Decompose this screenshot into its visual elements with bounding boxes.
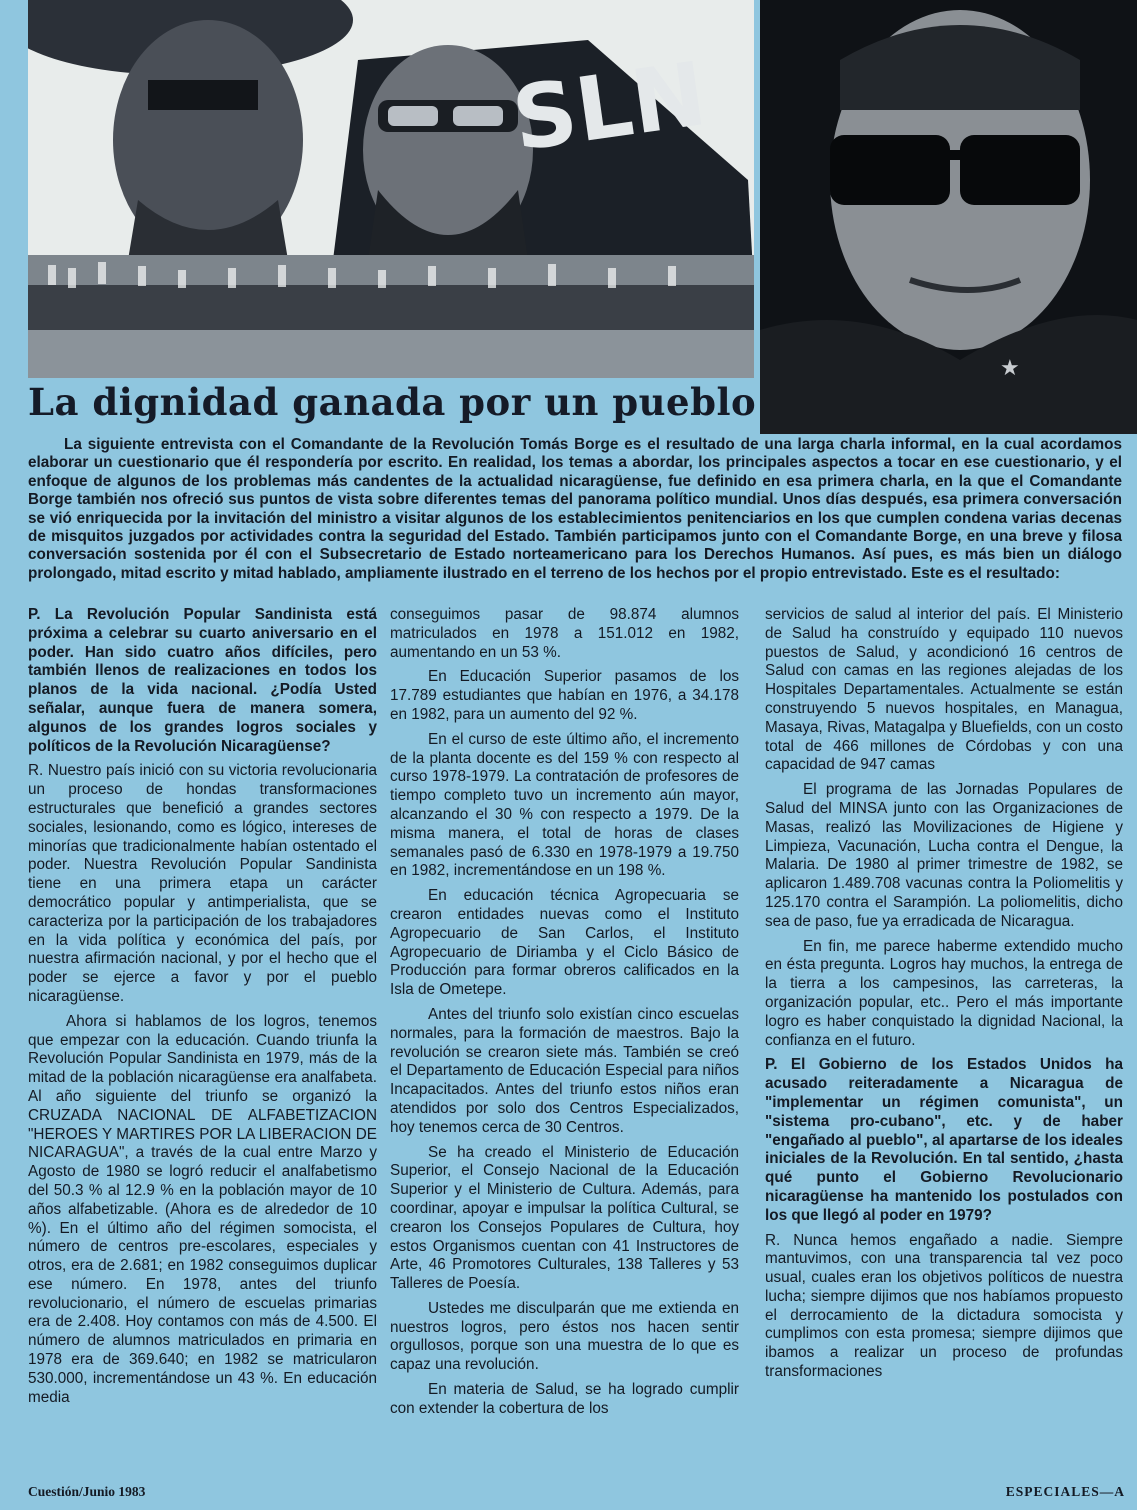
answer-2: R. Nunca hemos engañado a nadie. Siempre mantuvimos, con una transparencia tal vez poco usual, cuales eran los objetivos políticos de nuestra lucha; siempre dijimos que nos habíamos propuesto el derrocamiento de la dictadura somocista y cumplimos con esta promesa; siempre dijimos que ibamos a realizar un proceso de profundas transformaciones [765, 1231, 1123, 1381]
intro-paragraph: La siguiente entrevista con el Comandante de la Revolución Tomás Borge es el resultado de una larga charla informal, en la cual acordamos elaborar un cuestionario que él respondería por escrito. En realidad, los temas a abordar, los principales aspectos a tocar en ese cuestionario, y el enfoque de algunos de los problemas más candentes de la actualidad nicaragüense, fue definido en esa primera charla, en la que el Comandante Borge también nos ofreció sus puntos de vista sobre diferentes temas del panorama político mundial. Unos días después, esa primera conversación se vió enriquecida por la invitación del ministro a visitar algunos de los establecimientos penitenciarios en los que cumplen condena varias decenas de misquitos juzgados por actividades contra la seguridad del Estado. También participamos junto con el Comandante Borge, en una breve y filosa conversación sostenida por él con el Subsecretario de Estado norteamericano para los Derechos Humanos. Así pues, es más bien un diálogo prolongado, mitad escrito y mitad hablado, ampliamente ilustrado en el terreno de los hechos por el propio entrevistado. Este es el resultado: [28, 436, 1122, 582]
paragraph: Antes del triunfo solo existían cinco escuelas normales, para la formación de maestros. Bajo la revolución se crearon siete más. También se creó el Departamento de Educación Especial para niños Incapacitados. Antes del triunfo estos niños eran atendidos por solo dos Centros Especializados, hoy tenemos cerca de 30 Centros. [390, 1005, 739, 1136]
rally-photo [28, 0, 754, 378]
paragraph: En educación técnica Agropecuaria se crearon entidades nuevas como el Instituto Agropecuario de San Carlos, el Instituto Agropecuario de Diriamba y el Ciclo Básico de Producción para formar obreros calificados en la Isla de Ometepe. [390, 887, 739, 999]
paragraph: Ahora si hablamos de los logros, tenemos que empezar con la educación. Cuando triunfa la Revolución Popular Sandinista en 1979, más de la mitad de la población nicaragüense era analfabeta. Al año siguiente del triunfo se organizó la CRUZADA NACIONAL DE ALFABETIZACION "HEROES Y MARTIRES POR LA LIBERACION DE NICARAGUA", a través de la cual entre Marzo y Agosto de 1980 se logró reducir el analfabetismo del 50.3 % al 12.9 % en la población mayor de 10 años alfabetizable. (Ahora es de alrededor de 10 %). En el último año del régimen somocista, el número de centros pre-escolares, especiales y otros, era de 2.681; en 1982 conseguimos duplicar ese número. En 1978, antes del triunfo revolucionario, el número de escuelas primarias era de 2.408. Hoy contamos con más de 4.500. El número de alumnos matriculados en primaria en 1978 era de 369.640; en 1982 se matricularon 530.000, incrementándose un 43 %. En educación media [28, 1012, 377, 1406]
paragraph: En fin, me parece haberme extendido mucho en ésta pregunta. Logros hay muchos, la entrega de la tierra a los campesinos, las carreteras, la organización popular, etc.. Pero el más importante logro es haber conquistado la dignidad Nacional, la confianza en el futuro. [765, 937, 1123, 1049]
column-3 [765, 606, 1123, 1388]
question-1: P. La Revolución Popular Sandinista está próxima a celebrar su cuarto aniversario en el poder. Han sido cuatro años difíciles, pero también llenos de realizaciones en todos los planos de la vida nacional. ¿Podía Usted señalar, aunque fuera de manera somera, algunos de los grandes logros sociales y políticos de la Revolución Nicaragüense? [28, 606, 377, 755]
paragraph: Ustedes me disculparán que me extienda en nuestros logros, pero éstos nos hacen sentir orgullosos, porque son una muestra de lo que es capaz una revolución. [390, 1299, 739, 1374]
portrait-photo [760, 0, 1137, 434]
headline: La dignidad ganada por un pueblo [28, 380, 757, 424]
paragraph: conseguimos pasar de 98.874 alumnos matriculados en 1978 a 151.012 en 1982, aumentando en un 53 %. [390, 606, 739, 661]
insignia-star-icon: ★ [1000, 356, 1020, 381]
paragraph: En materia de Salud, se ha logrado cumplir con extender la cobertura de los [390, 1381, 739, 1417]
column-2 [390, 606, 739, 1425]
portrait-photo-graphic [760, 0, 1137, 434]
footer-section: ESPECIALES—A [1005, 1484, 1125, 1499]
paragraph: Se ha creado el Ministerio de Educación Superior, el Consejo Nacional de la Educación Superior y el Ministerio de Cultura. Además, para coordinar, apoyar e impulsar la política Cultural, se crearon los Consejos Populares de Cultura, hoy estos Organismos cuentan con 41 Instructores de Arte, 46 Promotores Culturales, 138 Talleres y 53 Talleres de Poesía. [390, 1143, 739, 1293]
question-2: P. El Gobierno de los Estados Unidos ha acusado reiteradamente a Nicaragua de "implementar un régimen comunista", un "sistema pro-cubano", etc. y de haber "engañado al pueblo", al apartarse de los ideales iniciales de la Revolución. En tal sentido, ¿hasta qué punto el Gobierno Revolucionario nicaragüense ha mantenido los postulados con los que llegó al poder en 1979? [765, 1056, 1123, 1224]
banner-lettering: SLN [506, 42, 713, 171]
column-1 [28, 606, 377, 1413]
paragraph: servicios de salud al interior del país. El Ministerio de Salud ha construído y equipado 110 nuevos puestos de Salud, y acondicionó 16 centros de Salud con camas en las regiones alejadas de los Hospitales Departamentales. Actualmente se están construyendo 5 nuevos hospitales, en Managua, Masaya, Rivas, Matagalpa y Bluefields, con un costo total de 466 millones de Córdobas y con una capacidad de 947 camas [765, 606, 1123, 774]
rally-photo-graphic [28, 0, 754, 378]
paragraph: En el curso de este último año, el incremento de la planta docente es del 159 % con respecto al curso 1978-1979. La contratación de profesores de tiempo completo tuvo un incremento aún mayor, alcanzando el 30 % con respecto a 1979. De la misma manera, el total de horas de clases semanales pasó de 6.330 en 1978-1979 a 19.750 en 1982, incrementándose en un 198 %. [390, 730, 739, 880]
answer-1: R. Nuestro país inició con su victoria revolucionaria un proceso de hondas transformaciones estructurales que benefició a grandes sectores sociales, lesionando, como es lógico, intereses de minorías que tradicionalmente habían ostentado el poder. Nuestra Revolución Popular Sandinista tiene en una primera etapa un carácter democrático popular y antimperialista, que se caracteriza por la participación de los trabajadores en la vida política y económica del país, por nuestra afirmación nacional, y por el hecho que el poder se ejerce a favor y por el pueblo nicaragüense. [28, 762, 377, 1005]
paragraph: El programa de las Jornadas Populares de Salud del MINSA junto con las Organizaciones de Masas, realizó las Movilizaciones de Higiene y Limpieza, Vacunación, Lucha contra el Dengue, la Malaria. De 1980 al primer trimestre de 1982, se aplicaron 1.489.708 vacunas contra la Poliomelitis y 125.170 contra el Sarampión. La poliomelitis, dicho sea de paso, fue ya erradicada de Nicaragua. [765, 781, 1123, 930]
paragraph: En Educación Superior pasamos de los 17.789 estudiantes que habían en 1976, a 34.178 en 1982, para un aumento del 92 %. [390, 668, 739, 723]
footer-publication: Cuestión/Junio 1983 [28, 1484, 146, 1499]
